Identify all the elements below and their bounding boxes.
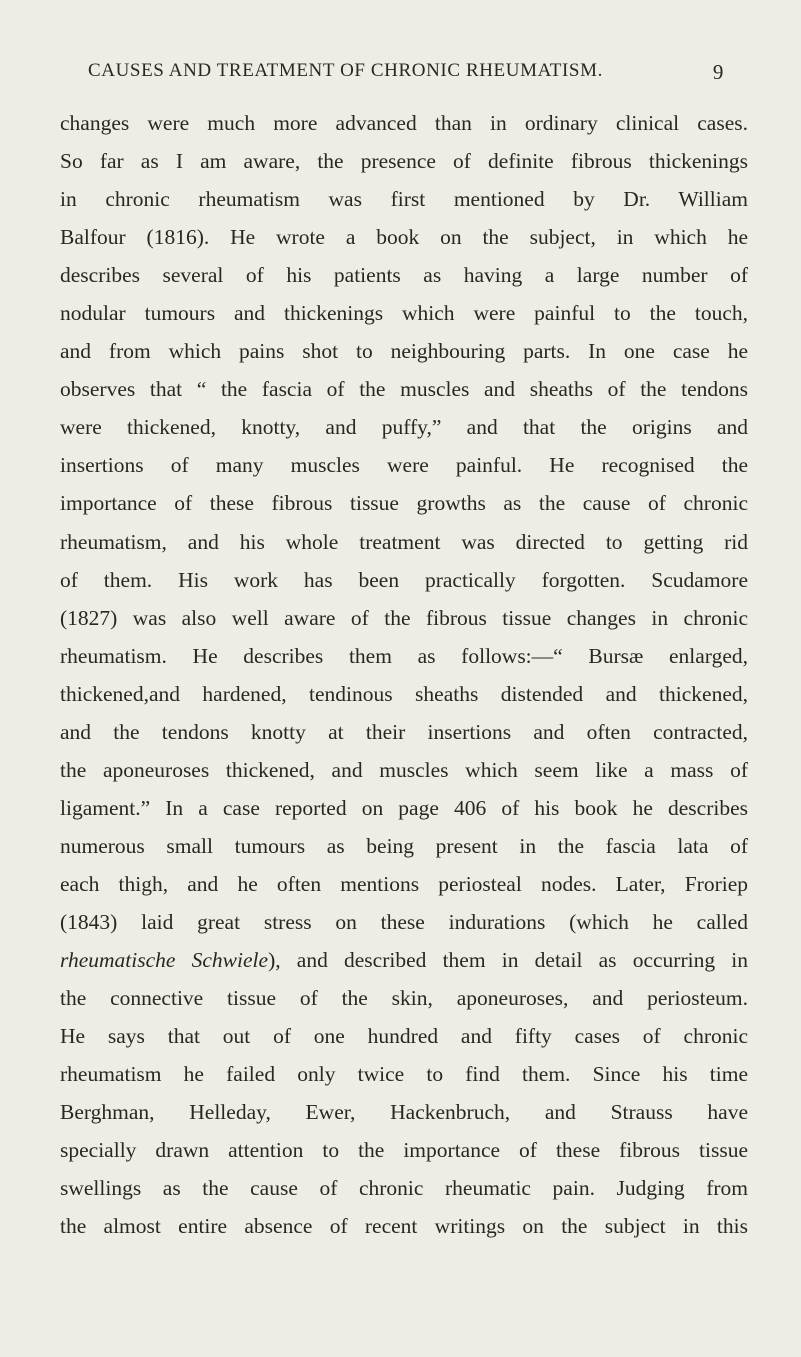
- text-line: Balfour (1816). He wrote a book on the subject, in which he: [60, 225, 748, 250]
- text-line: rheumatism he failed only twice to find them. Since his time: [60, 1062, 748, 1087]
- text-line: rheumatism, and his whole treatment was directed to getting rid: [60, 529, 748, 554]
- text-line: specially drawn attention to the importance of these fibrous tissue: [60, 1138, 748, 1163]
- text-line: and the tendons knotty at their insertions and often contracted,: [60, 719, 748, 744]
- text-line: in chronic rheumatism was first mentioned by Dr. William: [60, 187, 748, 212]
- text-line: the aponeuroses thickened, and muscles which seem like a mass of: [60, 757, 748, 782]
- text-line: (1827) was also well aware of the fibrous tissue changes in chronic: [60, 605, 748, 630]
- text-line: So far as I am aware, the presence of definite fibrous thickenings: [60, 149, 748, 174]
- text-line: ligament.” In a case reported on page 406 of his book he describes: [60, 795, 748, 820]
- text-line: importance of these fibrous tissue growths as the cause of chronic: [60, 491, 748, 516]
- text-line: the connective tissue of the skin, aponeuroses, and periosteum.: [60, 986, 748, 1011]
- text-line-with-italic: [60, 941, 748, 979]
- text-line: He says that out of one hundred and fifty cases of chronic: [60, 1024, 748, 1049]
- text-line: Berghman, Helleday, Ewer, Hackenbruch, and Strauss have: [60, 1100, 748, 1125]
- running-title: CAUSES AND TREATMENT OF CHRONIC RHEUMATISM.: [88, 60, 603, 81]
- text-line: the almost entire absence of recent writings on the subject in this: [60, 1214, 748, 1239]
- text-line: and from which pains shot to neighbouring parts. In one case he: [60, 339, 748, 364]
- text-line: each thigh, and he often mentions periosteal nodes. Later, Froriep: [60, 871, 748, 896]
- text-line: numerous small tumours as being present in the fascia lata of: [60, 833, 748, 858]
- body-paragraph: [60, 104, 748, 1245]
- text-line: describes several of his patients as having a large number of: [60, 263, 748, 288]
- text-line: were thickened, knotty, and puffy,” and that the origins and: [60, 415, 748, 440]
- text-line: rheumatism. He describes them as follows:—“ Bursæ enlarged,: [60, 643, 748, 668]
- text-line: of them. His work has been practically forgotten. Scudamore: [60, 567, 748, 592]
- text-line: (1843) laid great stress on these indurations (which he called: [60, 909, 748, 934]
- running-head: [88, 60, 724, 84]
- text-line: thickened,and hardened, tendinous sheaths distended and thickened,: [60, 681, 748, 706]
- text-line: insertions of many muscles were painful. He recognised the: [60, 453, 748, 478]
- text-line: observes that “ the fascia of the muscles and sheaths of the tendons: [60, 377, 748, 402]
- italic-term: rheumatische Schwiele: [60, 948, 269, 973]
- text-line: swellings as the cause of chronic rheumatic pain. Judging from: [60, 1176, 748, 1201]
- text-line: nodular tumours and thickenings which were painful to the touch,: [60, 301, 748, 326]
- page-number: 9: [712, 60, 724, 84]
- text-line-rest: ), and described them in detail as occurring in: [268, 948, 748, 973]
- text-line: changes were much more advanced than in ordinary clinical cases.: [60, 111, 748, 135]
